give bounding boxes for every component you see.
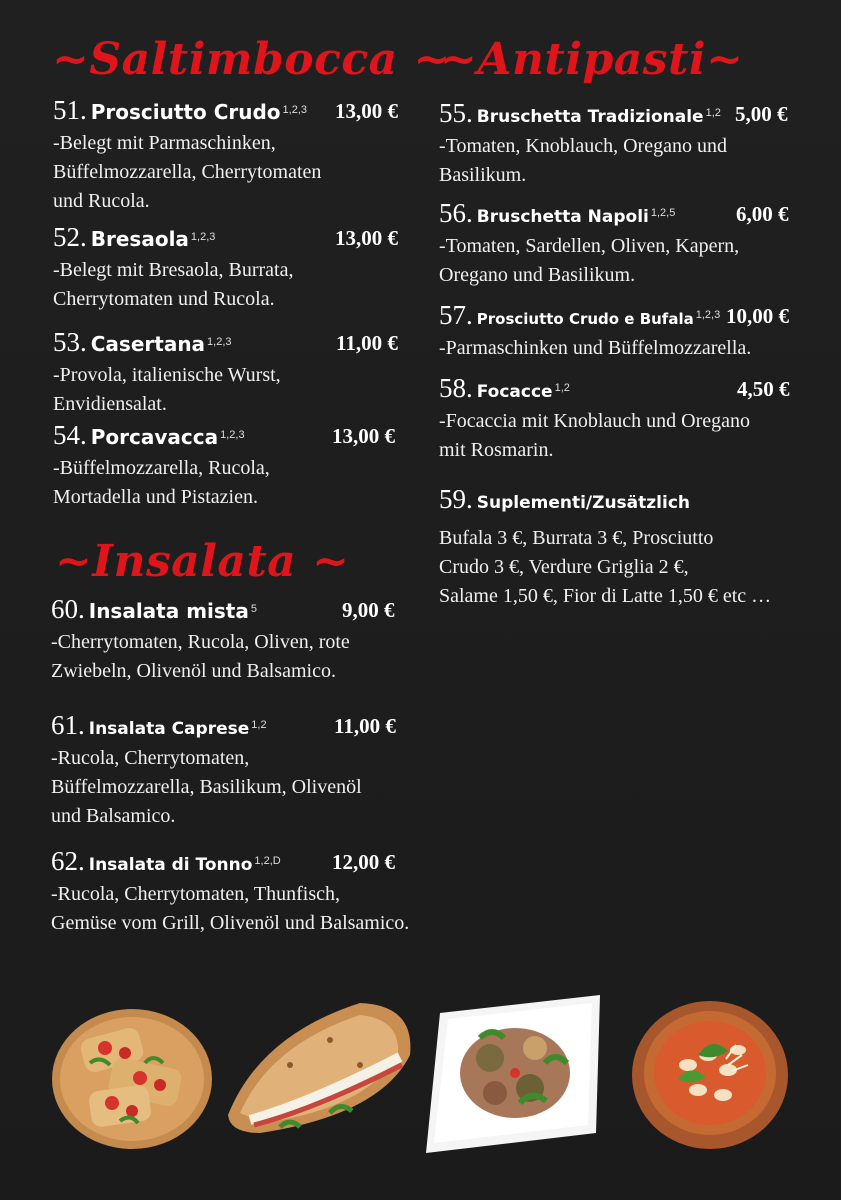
allergen-codes: 1,2,5 — [650, 206, 676, 219]
menu-item-57 — [439, 300, 799, 363]
allergen-codes: 1,2,D — [254, 854, 281, 867]
item-number: 60. — [51, 594, 85, 624]
item-number: 52. — [53, 222, 87, 252]
item-name: Insalata mista — [88, 599, 249, 623]
item-price: 11,00 € — [334, 714, 396, 738]
item-number: 57. — [439, 300, 473, 330]
allergen-codes: 1,2 — [554, 381, 570, 394]
item-description: -Rucola, Cherrytomaten, Büffelmozzarella, Basilikum, Olivenöl und Balsamico. — [51, 747, 362, 827]
item-number: 56. — [439, 198, 473, 228]
item-name: Prosciutto Crudo e Bufala — [476, 310, 694, 328]
item-price: 12,00 € — [332, 850, 395, 874]
allergen-codes: 1,2 — [705, 106, 721, 119]
section-title-insalata: ~Insalata ~ — [55, 536, 350, 587]
bruschetta-board-image — [50, 1003, 215, 1151]
item-description: -Belegt mit Bresaola, Burrata, Cherrytomaten und Rucola. — [53, 259, 294, 310]
item-description: -Tomaten, Knoblauch, Oregano und Basilikum. — [439, 135, 727, 186]
item-description: Bufala 3 €, Burrata 3 €, Prosciutto Crudo 3 €, Verdure Griglia 2 €, Salame 1,50 €, Fior di Latte 1,50 € etc … — [439, 527, 772, 607]
menu-item-58 — [439, 373, 799, 465]
item-name: Casertana — [90, 332, 206, 356]
allergen-codes: 1,2,3 — [282, 103, 307, 116]
item-description: -Rucola, Cherrytomaten, Thunfisch, Gemüse vom Grill, Olivenöl und Balsamico. — [51, 883, 410, 934]
item-price: 9,00 € — [342, 598, 395, 622]
item-description: -Focaccia mit Knoblauch und Oregano mit Rosmarin. — [439, 410, 751, 461]
item-number: 53. — [53, 327, 87, 357]
menu-item-53 — [53, 327, 408, 419]
calzone-sandwich-image — [220, 995, 418, 1137]
item-number: 61. — [51, 710, 85, 740]
item-number: 62. — [51, 846, 85, 876]
menu-item-56 — [439, 198, 799, 290]
item-name: Bruschetta Tradizionale — [476, 107, 704, 127]
item-price: 4,50 € — [737, 377, 790, 401]
section-title-antipasti: ~Antipasti~ — [440, 34, 744, 85]
item-name: Insalata di Tonno — [88, 855, 253, 875]
item-price: 10,00 € — [726, 304, 789, 328]
section-title-saltimbocca: ~Saltimbocca ~ — [52, 34, 451, 85]
item-description: -Tomaten, Sardellen, Oliven, Kapern, Oregano und Basilikum. — [439, 235, 740, 286]
item-price: 11,00 € — [336, 331, 398, 355]
item-price: 6,00 € — [736, 202, 789, 226]
menu-item-59 — [439, 484, 819, 611]
allergen-codes: 5 — [250, 602, 257, 615]
menu-item-52 — [53, 222, 408, 314]
menu-item-54 — [53, 420, 408, 512]
item-price: 5,00 € — [735, 102, 788, 126]
item-name: Prosciutto Crudo — [90, 100, 281, 124]
item-number: 51. — [53, 95, 87, 125]
allergen-codes: 1,2,3 — [220, 428, 245, 441]
item-name: Bresaola — [90, 227, 189, 251]
allergen-codes: 1,2,3 — [207, 335, 232, 348]
item-price: 13,00 € — [335, 226, 398, 250]
allergen-codes: 1,2,3 — [695, 308, 721, 321]
item-description: -Cherrytomaten, Rucola, Oliven, rote Zwiebeln, Olivenöl und Balsamico. — [51, 631, 350, 682]
allergen-codes: 1,2,3 — [190, 230, 216, 243]
grilled-vegetable-plate-image — [420, 993, 610, 1155]
beans-in-tomato-bowl-image — [628, 995, 793, 1153]
item-number: 55. — [439, 98, 473, 128]
menu-item-62 — [51, 846, 431, 938]
allergen-codes: 1,2 — [251, 718, 267, 731]
item-name: Suplementi/Zusätzlich — [476, 493, 691, 513]
item-number: 54. — [53, 420, 87, 450]
menu-item-51 — [53, 95, 408, 216]
item-price: 13,00 € — [335, 99, 398, 123]
item-name: Porcavacca — [90, 425, 219, 449]
item-number: 59. — [439, 484, 473, 514]
item-name: Bruschetta Napoli — [476, 207, 649, 227]
menu-item-55 — [439, 98, 799, 190]
item-description: -Büffelmozzarella, Rucola, Mortadella und Pistazien. — [53, 457, 270, 508]
item-description: -Parmaschinken und Büffelmozzarella. — [439, 337, 752, 359]
item-number: 58. — [439, 373, 473, 403]
menu-item-60 — [51, 594, 411, 686]
item-price: 13,00 € — [332, 424, 395, 448]
item-name: Insalata Caprese — [88, 719, 250, 739]
item-description: -Provola, italienische Wurst, Envidiensalat. — [53, 364, 281, 415]
menu-item-61 — [51, 710, 411, 831]
item-description: -Belegt mit Parmaschinken, Büffelmozzarella, Cherrytomaten und Rucola. — [53, 132, 322, 212]
item-name: Focacce — [476, 382, 553, 402]
